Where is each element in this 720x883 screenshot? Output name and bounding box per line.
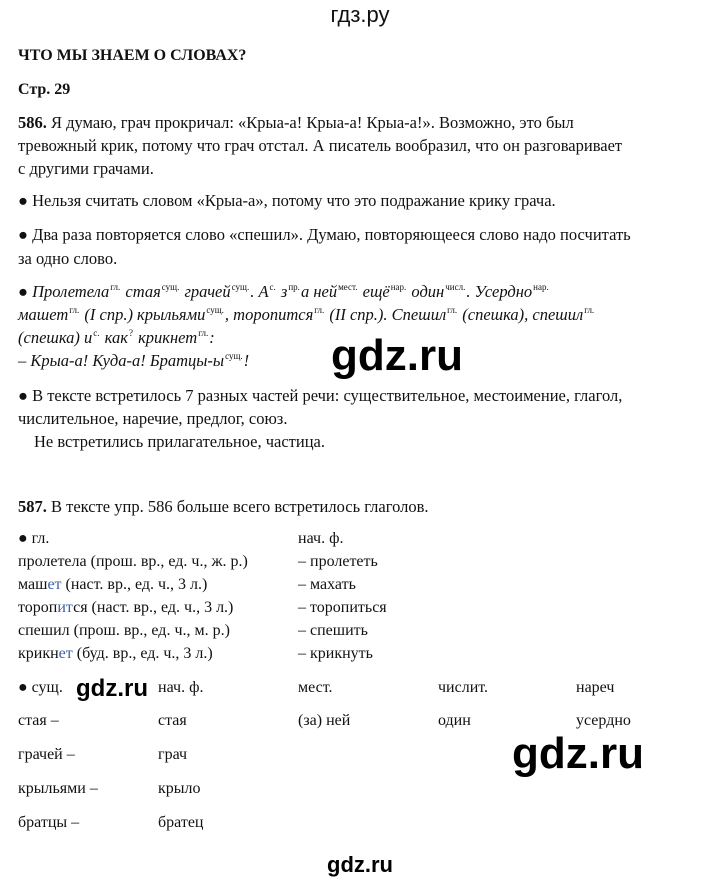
part-of-speech-mark: сущ. xyxy=(231,282,250,292)
page-label: Стр. 29 xyxy=(18,81,71,98)
part-of-speech-mark: сущ. xyxy=(225,351,243,361)
parse-line4 xyxy=(18,351,249,371)
parse-word: ещё xyxy=(358,282,390,301)
ex586-line2: тревожный крик, потому что грач отстал. А писатель вообразил, что он разговаривает xyxy=(18,136,623,155)
verb-infinitive: – пролететь xyxy=(298,553,378,570)
summary-line2: числительное, наречие, предлог, союз. xyxy=(18,409,288,428)
watermark-mid: gdz.ru xyxy=(331,331,463,380)
parse-word: ● Пролетела xyxy=(18,282,110,301)
parse-word: . А xyxy=(250,282,269,301)
section-title: ЧТО МЫ ЗНАЕМ О СЛОВАХ? xyxy=(18,47,247,64)
part-of-speech-mark: ? xyxy=(128,328,133,338)
summary-line3: Не встретились прилагательное, частица. xyxy=(34,432,325,451)
table-cell: грач xyxy=(158,746,188,763)
part-of-speech-mark: гл. xyxy=(584,305,595,315)
verb-form xyxy=(18,576,207,594)
ex587-intro xyxy=(18,496,708,518)
part-of-speech-mark: пр. xyxy=(288,282,300,292)
part-of-speech-mark: гл. xyxy=(110,282,121,292)
parse-word: (II спр.). Спешил xyxy=(325,305,447,324)
part-of-speech-mark: гл. xyxy=(314,305,325,315)
verb-infinitive: – спешить xyxy=(298,622,368,639)
part-of-speech-mark: гл. xyxy=(69,305,80,315)
parse-word: . Усердно xyxy=(466,282,533,301)
verb-grammar: ся (наст. вр., ед. ч., 3 л.) xyxy=(73,599,234,616)
ex586-line3: с другими грачами. xyxy=(18,159,154,178)
ex587-number: 587. xyxy=(18,497,47,516)
part-of-speech-mark: нар. xyxy=(390,282,407,292)
verb-ending: ит xyxy=(57,599,74,616)
ex586-line1-text: Я думаю, грач прокричал: «Крыа-а! Крыа-а! Крыа-а!». Возможно, это был xyxy=(46,113,574,132)
table-cell: грачей – xyxy=(18,746,75,763)
part-of-speech-mark: с. xyxy=(269,282,276,292)
parse-word: грачей xyxy=(180,282,231,301)
verb-ending: ет xyxy=(47,576,62,593)
table-header-cell: нач. ф. xyxy=(158,679,204,696)
part-of-speech-mark: сущ. xyxy=(206,305,224,315)
verb-grammar: (прош. вр., ед. ч., ж. р.) xyxy=(86,553,248,570)
verb-form xyxy=(18,645,213,663)
ex586-number: 586. xyxy=(18,113,47,132)
verb-stem: пролетела xyxy=(18,553,87,570)
verb-form xyxy=(18,622,230,640)
part-of-speech-mark: числ. xyxy=(445,282,466,292)
verb-stem: крикн xyxy=(18,645,59,662)
verb-form xyxy=(18,599,233,617)
part-of-speech-mark: нар. xyxy=(533,282,549,292)
parse-word: : xyxy=(209,328,215,347)
ex587-intro-text: В тексте упр. 586 больше всего встретилось глаголов. xyxy=(46,497,429,516)
verb-ending: ет xyxy=(58,645,73,662)
parse-word: , торопится xyxy=(224,305,314,324)
verb-infinitive: – торопиться xyxy=(298,599,387,616)
parse-word: машет xyxy=(18,305,69,324)
ex586-line1 xyxy=(18,112,708,134)
verbs-header-left: ● гл. xyxy=(18,530,50,547)
part-of-speech-mark: сущ. xyxy=(161,282,180,292)
verb-form xyxy=(18,553,248,571)
verb-grammar: (наст. вр., ед. ч., 3 л.) xyxy=(61,576,208,593)
parse-line1 xyxy=(18,282,550,302)
parse-word: стая xyxy=(121,282,161,301)
parse-word: (I спр.) крыльями xyxy=(80,305,206,324)
watermark-right: gdz.ru xyxy=(512,729,644,778)
table-header-cell: мест. xyxy=(298,679,333,696)
verb-infinitive: – махать xyxy=(298,576,356,593)
table-cell: братцы – xyxy=(18,814,80,831)
summary-line1: ● В тексте встретилось 7 разных частей речи: существительное, местоимение, глагол, xyxy=(18,386,623,405)
part-of-speech-mark: гл. xyxy=(198,328,209,338)
table-cell: крыло xyxy=(158,780,201,797)
parse-line3 xyxy=(18,328,215,348)
part-of-speech-mark: гл. xyxy=(447,305,458,315)
table-header-cell: нареч xyxy=(576,679,615,696)
ex586-bullet2-line1: ● Два раза повторяется слово «спешил». Думаю, повторяющееся слово надо посчитать xyxy=(18,225,631,244)
table-cell: стая – xyxy=(18,712,59,729)
parse-word: один xyxy=(407,282,445,301)
verb-grammar: (прош. вр., ед. ч., м. р.) xyxy=(69,622,230,639)
parse-word: – Крыа-а! Куда-а! Братцы-ы xyxy=(18,351,225,370)
parse-word: а ней xyxy=(300,282,338,301)
parse-word: (спешка), спешил xyxy=(458,305,584,324)
ex586-bullet1: ● Нельзя считать словом «Крыа-а», потому что это подражание крику грача. xyxy=(18,191,556,210)
parse-word: (спешка) и xyxy=(18,328,93,347)
table-header-cell: числит. xyxy=(438,679,489,696)
verb-grammar: (буд. вр., ед. ч., 3 л.) xyxy=(72,645,213,662)
part-of-speech-mark: мест. xyxy=(338,282,358,292)
table-cell: один xyxy=(438,712,471,729)
verb-infinitive: – крикнуть xyxy=(298,645,373,662)
table-header-cell: ● сущ. xyxy=(18,679,63,696)
verb-stem: маш xyxy=(18,576,48,593)
parse-word: как xyxy=(100,328,128,347)
table-cell: братец xyxy=(158,814,204,831)
verb-stem: спешил xyxy=(18,622,70,639)
parse-line2 xyxy=(18,305,595,325)
parse-word: крикнет xyxy=(133,328,198,347)
watermark-footer: gdz.ru xyxy=(327,852,393,877)
table-cell: крыльями – xyxy=(18,780,98,797)
part-of-speech-mark: с. xyxy=(93,328,100,338)
parse-word: з xyxy=(276,282,288,301)
watermark-small: gdz.ru xyxy=(76,675,148,702)
verb-stem: тороп xyxy=(18,599,58,616)
table-cell: стая xyxy=(158,712,187,729)
table-cell: усердно xyxy=(576,712,631,729)
parse-word: ! xyxy=(243,351,250,370)
ex586-bullet2-line2: за одно слово. xyxy=(18,249,118,268)
site-header: гдз.ру xyxy=(330,2,390,27)
verbs-header-right: нач. ф. xyxy=(298,530,344,547)
table-cell: (за) ней xyxy=(298,712,351,729)
